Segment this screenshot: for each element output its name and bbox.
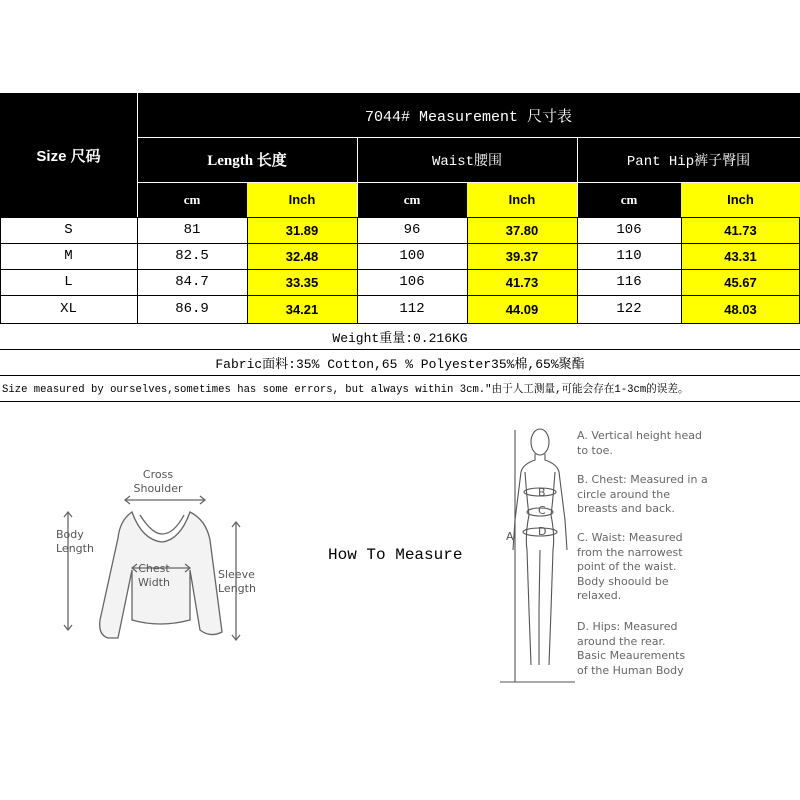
cm-cell: 96 — [403, 222, 421, 238]
unit-inch: Inch — [247, 182, 357, 217]
note-a: A. Vertical height head to toe. — [577, 429, 703, 457]
cm-cell: 81 — [183, 222, 201, 238]
unit-cm: cm — [137, 182, 247, 217]
cm-cell: 86.9 — [175, 301, 209, 317]
note-b: B. Chest: Measured in a circle around the breasts and back. — [577, 473, 708, 516]
cm-cell: 122 — [616, 301, 642, 317]
note-c: C. Waist: Measured from the narrowest point of the waist. Body shoould be relaxed. — [577, 531, 683, 603]
unit-inch: Inch — [467, 182, 577, 217]
cm-cell: 100 — [399, 248, 425, 264]
inch-cell: 33.35 — [247, 269, 357, 295]
inch-cell: 34.21 — [247, 295, 357, 323]
size-header: Size 尺码 — [0, 93, 137, 217]
size-cell: XL — [60, 301, 77, 317]
cm-cell: 106 — [616, 222, 642, 238]
sleeve-length-label: Sleeve Length — [218, 568, 256, 595]
cross-shoulder-label: Cross Shoulder — [133, 468, 183, 495]
cm-cell: 110 — [616, 248, 642, 264]
how-to-measure-title: How To Measure — [328, 546, 463, 564]
group-waist: Waist腰围 — [357, 137, 577, 182]
unit-inch: Inch — [681, 182, 800, 217]
table-title: 7044# Measurement 尺寸表 — [137, 93, 800, 137]
inch-cell: 44.09 — [467, 295, 577, 323]
note-row: Size measured by ourselves,sometimes has some errors, but always within 3cm."由于人工测量,可能会存在1-3cm的误差。 — [2, 383, 689, 396]
chest-width-label: Chest Width — [138, 562, 170, 589]
note-d: D. Hips: Measured around the rear. Basic Meaurements of the Human Body — [577, 620, 686, 677]
cm-cell: 84.7 — [175, 274, 209, 290]
cm-cell: 106 — [399, 274, 425, 290]
inch-cell: 41.73 — [681, 217, 800, 243]
cm-cell: 116 — [616, 274, 642, 290]
body-length-label: Body Length — [56, 528, 94, 555]
cm-cell: 82.5 — [175, 248, 209, 264]
size-table — [0, 93, 800, 403]
size-cell: S — [64, 222, 73, 238]
letter-a: A — [506, 530, 514, 543]
letter-b: B — [538, 486, 546, 499]
group-pant-hip: Pant Hip裤子臀围 — [577, 137, 800, 182]
fabric-row: Fabric面料:35% Cotton,65 % Polyester35%棉,65%聚酯 — [215, 356, 585, 372]
unit-cm: cm — [357, 182, 467, 217]
body-diagram — [495, 420, 575, 685]
size-cell: M — [64, 248, 73, 264]
inch-cell: 48.03 — [681, 295, 800, 323]
inch-cell: 43.31 — [681, 243, 800, 269]
inch-cell: 31.89 — [247, 217, 357, 243]
inch-cell: 39.37 — [467, 243, 577, 269]
inch-cell: 41.73 — [467, 269, 577, 295]
letter-c: C — [538, 504, 546, 517]
group-length: Length 长度 — [137, 137, 357, 182]
inch-cell: 45.67 — [681, 269, 800, 295]
unit-cm: cm — [577, 182, 681, 217]
inch-cell: 37.80 — [467, 217, 577, 243]
cm-cell: 112 — [399, 301, 425, 317]
size-cell: L — [64, 274, 73, 290]
inch-cell: 32.48 — [247, 243, 357, 269]
weight-row: Weight重量:0.216KG — [332, 331, 468, 346]
letter-d: D — [538, 525, 547, 538]
